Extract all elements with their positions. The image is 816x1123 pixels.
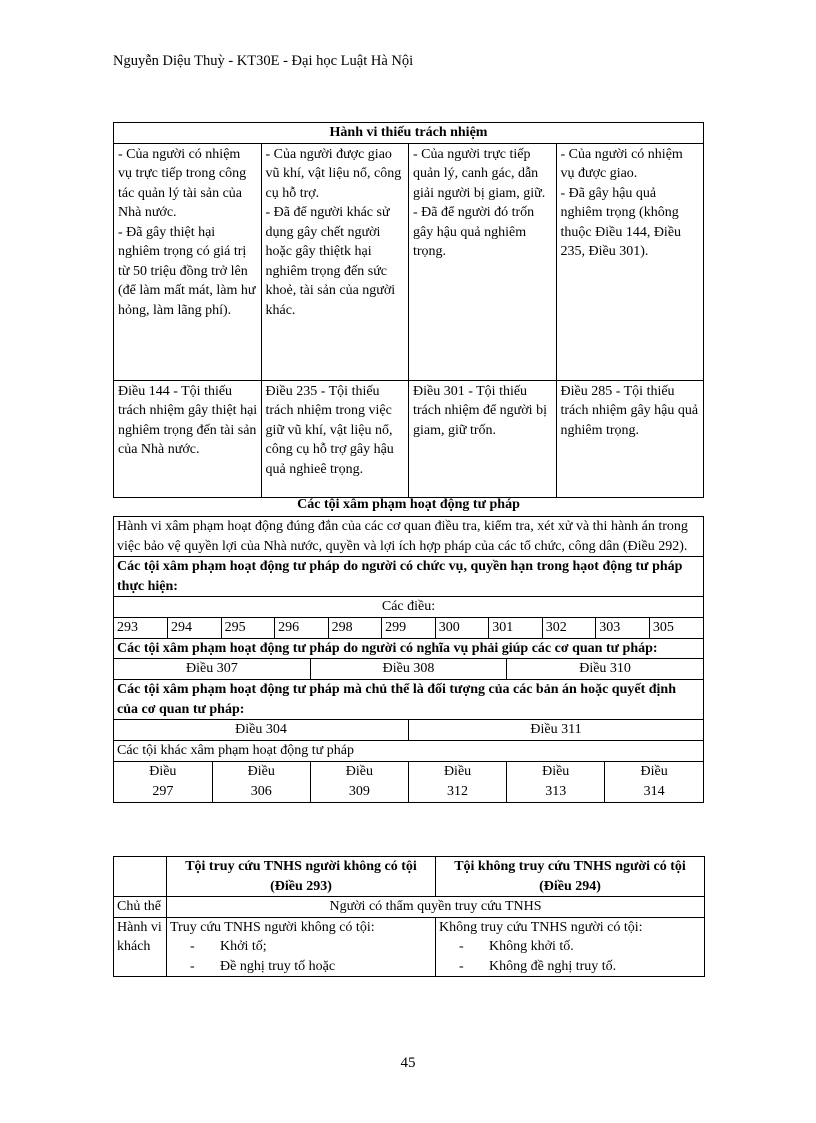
section-title: Các tội xâm phạm hoạt động tư pháp [297, 497, 520, 512]
article-cell: 295 [221, 618, 275, 638]
list-item: - Không đề nghị truy tố. [489, 957, 701, 977]
article-cell: 301 [489, 618, 543, 638]
article-cell: 296 [275, 618, 329, 638]
judicial-crimes-table [113, 516, 704, 803]
group1-label: Các điều: [114, 597, 704, 618]
table-cell: Điều 144 - Tội thiếu trách nhiệm gây thiệt hại nghiêm trọng đến tài sản của Nhà nước. [114, 380, 262, 497]
article-cell: Điều 311 [409, 720, 704, 740]
article-cell: 299 [382, 618, 436, 638]
article-cell: 293 [114, 618, 168, 638]
section-intro: Hành vi xâm phạm hoạt động đúng đắn của các cơ quan điều tra, kiểm tra, xét xử và thi hành án trong việc bảo vệ quyền lợi của Nhà nước, quyền và lợi ích hợp pháp của các tổ chức, công dân (Điều 292). [114, 517, 704, 557]
table-cell: Điều 285 - Tội thiếu trách nhiệm gây hậu quả nghiêm trọng. [556, 380, 704, 497]
group2-title: Các tội xâm phạm hoạt động tư pháp do người có nghĩa vụ phải giúp các cơ quan tư pháp: [114, 638, 704, 659]
col2-header: Tội không truy cứu TNHS người có tội (Điều 294) [436, 857, 705, 897]
table-cell: - Của người có nhiệm vụ trực tiếp trong công tác quản lý tài sản của Nhà nước. - Đã gây thiệt hại nghiêm trọng có giá trị từ 50 triệu đồng trở lên (để làm mất mát, làm hư hỏng, làm lãng phí). [114, 143, 262, 380]
list-item: - Khởi tố; [220, 937, 432, 957]
article-cell: 298 [328, 618, 382, 638]
table-cell: Điều 235 - Tội thiếu trách nhiệm trong việc giữ vũ khí, vật liệu nổ, công cụ hỗ trợ gây hậu quả nghieê trọng. [261, 380, 409, 497]
table-cell: Không truy cứu TNHS người có tội: - Không khởi tố. - Không đề nghị truy tố. [436, 917, 705, 977]
article-cell: Điều 297 [114, 762, 212, 802]
list-item: - Đề nghị truy tố hoặc [220, 957, 432, 977]
article-cell: Điều 313 [507, 762, 605, 802]
article-cell: Điều 310 [507, 659, 703, 679]
group1-articles [114, 618, 703, 638]
page-header: Nguyễn Diệu Thuỳ - KT30E - Đại học Luật Hà Nội [113, 53, 414, 69]
article-cell: Điều 309 [310, 762, 408, 802]
group3-articles [114, 720, 703, 740]
table-cell [114, 857, 167, 897]
row-label: Hành vi khách [114, 917, 167, 977]
article-cell: 305 [649, 618, 703, 638]
article-cell: 294 [168, 618, 222, 638]
col1-header: Tội truy cứu TNHS người không có tội (Điều 293) [167, 857, 436, 897]
article-cell: Điều 306 [212, 762, 310, 802]
article-cell: Điều 307 [114, 659, 310, 679]
comparison-table [113, 856, 705, 977]
group2-articles [114, 659, 703, 679]
article-cell: Điều 304 [114, 720, 409, 740]
table-cell: - Của người trực tiếp quản lý, canh gác, dẫn giải người bị giam, giữ. - Đã để người đó trốn gây hậu quả nghiêm trọng. [409, 143, 557, 380]
article-cell: Điều 314 [605, 762, 703, 802]
table-cell: Truy cứu TNHS người không có tội: - Khởi tố; - Đề nghị truy tố hoặc [167, 917, 436, 977]
article-cell: 303 [596, 618, 650, 638]
page-number: 45 [400, 1055, 416, 1071]
list-item: - Không khởi tố. [489, 937, 701, 957]
table-cell: Điều 301 - Tội thiếu trách nhiệm để người bị giam, giữ trốn. [409, 380, 557, 497]
table-cell: - Của người được giao vũ khí, vật liệu nổ, công cụ hỗ trợ. - Đã để người khác sử dụng gây chết người hoặc gây thiệtk hại nghiêm trọng đến sức khoẻ, tài sản của người khác. [261, 143, 409, 380]
table-cell: - Của người có nhiệm vụ được giao. - Đã gây hậu quả nghiêm trọng (không thuộc Điều 144, Điều 235, Điều 301). [556, 143, 704, 380]
row-label: Chủ thể [114, 897, 167, 918]
group4-title: Các tội khác xâm phạm hoạt động tư pháp [114, 741, 704, 762]
article-cell: Điều 308 [310, 659, 506, 679]
row-value: Người có thẩm quyền truy cứu TNHS [167, 897, 705, 918]
group1-title: Các tội xâm phạm hoạt động tư pháp do người có chức vụ, quyền hạn trong hạot động tư pháp thực hiện: [114, 557, 704, 597]
negligence-table-title: Hành vi thiếu trách nhiệm [114, 123, 704, 144]
group3-title: Các tội xâm phạm hoạt động tư pháp mà chủ thể là đối tượng của các bản án hoặc quyết định của cơ quan tư pháp: [114, 680, 704, 720]
article-cell: 300 [435, 618, 489, 638]
article-cell: Điều 312 [408, 762, 506, 802]
article-cell: 302 [542, 618, 596, 638]
negligence-table [113, 122, 704, 498]
group4-articles [114, 762, 703, 802]
